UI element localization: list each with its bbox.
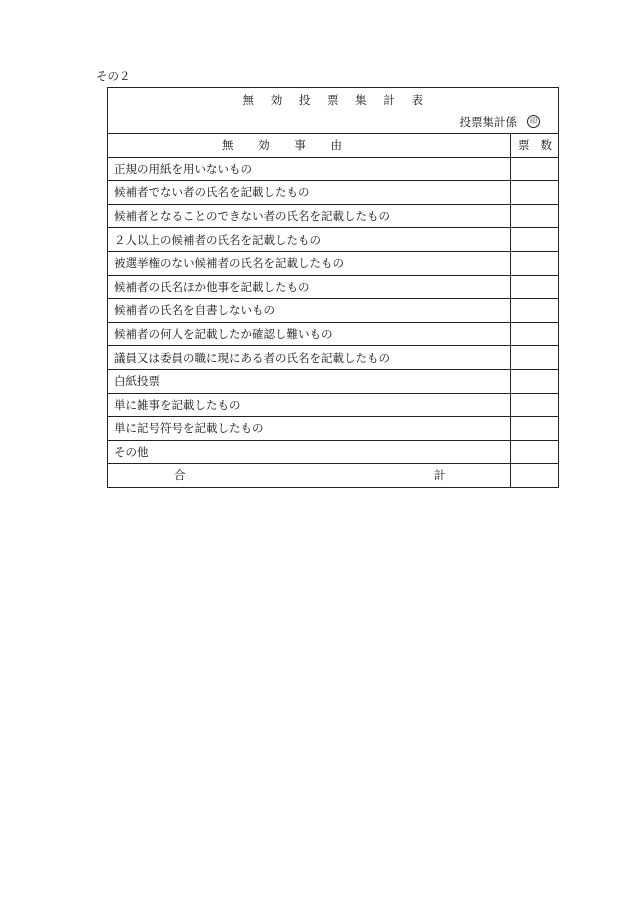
table-row [108,417,559,441]
title-char: 効 [270,93,283,107]
invalid-reason-cell: 単に記号符号を記載したもの [108,417,511,441]
title-char: 集 [355,93,368,107]
invalid-reason-cell: 被選挙権のない候補者の氏名を記載したもの [108,251,511,275]
table-row [108,322,559,346]
vote-count-cell[interactable] [511,181,559,205]
title-char: 計 [383,93,396,107]
seal-icon: 印 [527,115,540,128]
column-header-row [108,134,559,158]
vote-count-cell[interactable] [511,417,559,441]
total-label-left: 合 [174,468,186,483]
vote-count-cell[interactable] [511,251,559,275]
vote-count-cell[interactable] [511,369,559,393]
vote-count-cell[interactable] [511,299,559,323]
vote-count-cell[interactable] [511,322,559,346]
title-row [108,88,559,134]
invalid-reason-cell: 議員又は委員の職に現にある者の氏名を記載したもの [108,346,511,370]
vote-count-cell[interactable] [511,228,559,252]
table-row [108,204,559,228]
total-count-cell[interactable] [511,464,559,488]
invalid-reason-cell: 候補者でない者の氏名を記載したもの [108,181,511,205]
header-char: 数 [540,138,552,153]
invalid-vote-tally-table [107,87,559,488]
header-char: 票 [518,138,530,153]
table-row [108,228,559,252]
table-row [108,275,559,299]
invalid-reason-cell: 候補者の氏名ほか他事を記載したもの [108,275,511,299]
invalid-reason-cell: 候補者の何人を記載したか確認し難いもの [108,322,511,346]
vote-count-cell[interactable] [511,204,559,228]
table-row [108,346,559,370]
reason-column-header [108,134,511,158]
clerk-signature-line [460,115,541,130]
title-char: 票 [327,93,339,107]
invalid-reason-cell: 候補者の氏名を自書しないもの [108,299,511,323]
total-label-cell [108,464,511,488]
count-column-header [511,134,559,158]
invalid-reason-cell: その他 [108,440,511,464]
total-label-right: 計 [434,468,446,483]
title-char: 無 [242,93,255,107]
invalid-reason-cell: 候補者となることのできない者の氏名を記載したもの [108,204,511,228]
invalid-reason-cell: 白紙投票 [108,369,511,393]
form-title [108,93,558,107]
table-row [108,251,559,275]
total-row [108,464,559,488]
table-row [108,440,559,464]
vote-count-cell[interactable] [511,393,559,417]
vote-count-cell[interactable] [511,157,559,181]
table-row [108,181,559,205]
table-row [108,157,559,181]
vote-count-cell[interactable] [511,346,559,370]
clerk-label: 投票集計係 [459,114,517,129]
page-label: その２ [96,69,131,83]
title-char: 投 [298,93,311,107]
vote-count-cell[interactable] [511,275,559,299]
table-row [108,393,559,417]
table-row [108,299,559,323]
invalid-reason-cell: 単に雑事を記載したもの [108,393,511,417]
title-char: 表 [411,93,424,107]
invalid-reason-cell: 正規の用紙を用いないもの [108,157,511,181]
table-row [108,369,559,393]
vote-count-cell[interactable] [511,440,559,464]
title-cell [108,88,559,134]
header-char: 無 [222,138,234,153]
invalid-reason-cell: ２人以上の候補者の氏名を記載したもの [108,228,511,252]
header-char: 効 [258,138,270,153]
header-char: 由 [330,138,342,153]
header-char: 事 [294,138,306,153]
